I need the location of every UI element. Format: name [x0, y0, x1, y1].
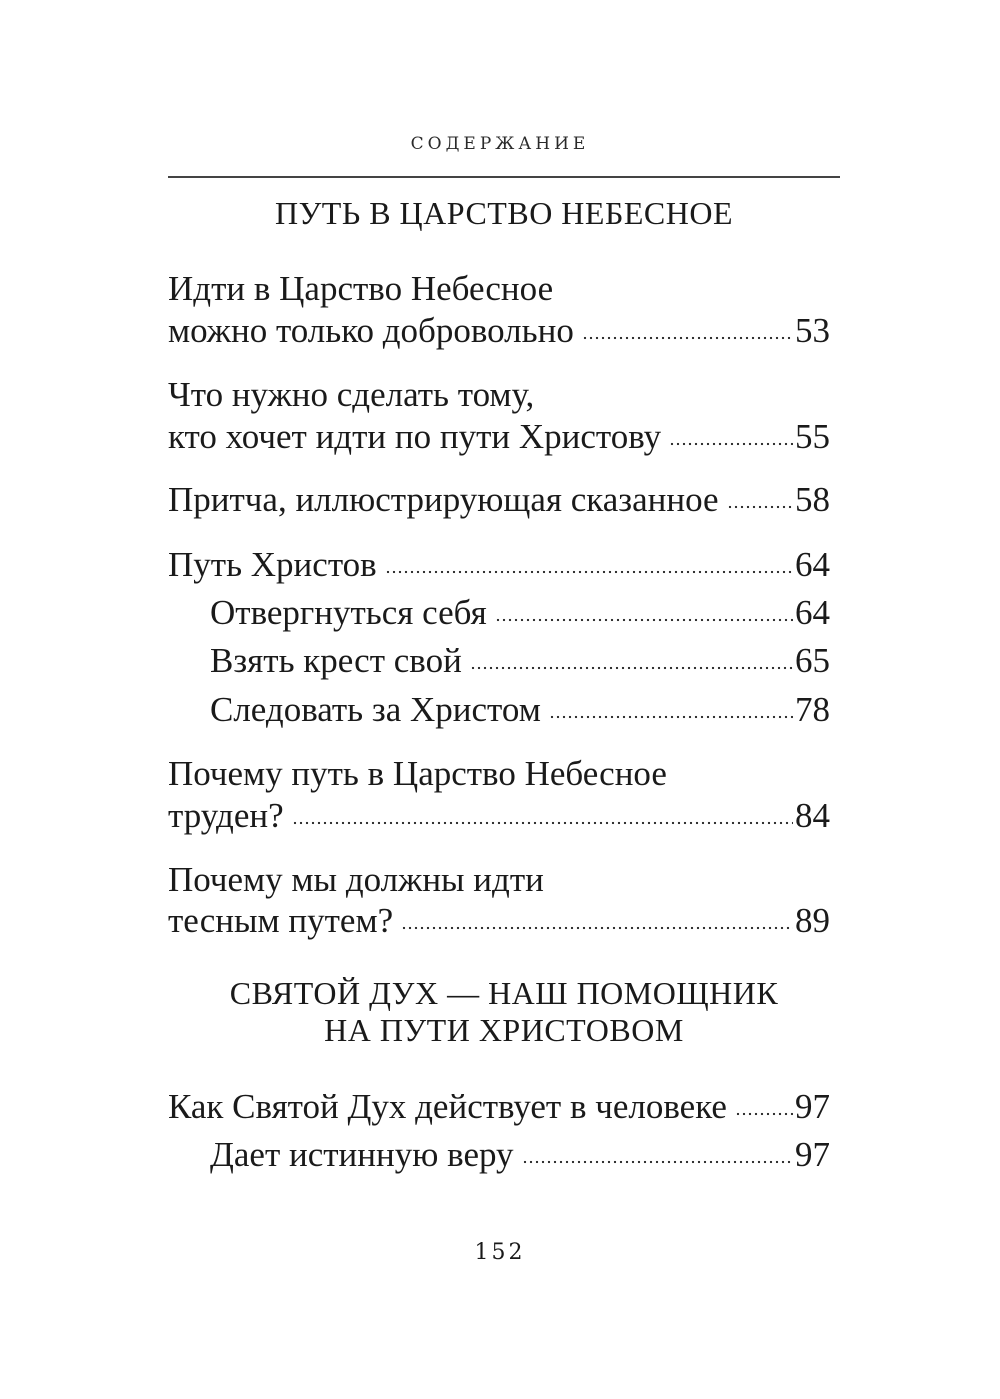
toc-entry[interactable]	[168, 795, 830, 837]
dot-leader	[385, 566, 793, 574]
toc-entry-title: Как Святой Дух действует в человеке	[168, 1087, 727, 1126]
toc-page-number: 97	[795, 1135, 830, 1174]
dot-leader	[549, 711, 793, 719]
dot-leader	[582, 332, 793, 340]
section-title: ПУТЬ В ЦАРСТВО НЕБЕСНОЕ	[275, 195, 733, 231]
toc-page-number: 78	[795, 690, 830, 729]
toc-entry[interactable]	[168, 544, 830, 586]
toc-subentry[interactable]	[210, 1134, 830, 1176]
toc-entry-line: Почему мы должны идти	[168, 860, 544, 899]
header-rule	[168, 176, 840, 178]
dot-leader	[470, 662, 793, 670]
toc-entry-title: Притча, иллюстрирующая сказанное	[168, 480, 719, 519]
toc-entry-title: Отвергнуться себя	[210, 593, 487, 632]
toc-entry[interactable]	[168, 310, 830, 352]
toc-entry-line: Почему путь в Царство Небесное	[168, 754, 667, 793]
toc-subentry[interactable]	[210, 689, 830, 731]
toc-entry-title: кто хочет идти по пути Христову	[168, 417, 662, 456]
toc-entry-title: Путь Христов	[168, 545, 377, 584]
toc-entry[interactable]	[168, 416, 830, 458]
toc-page-number: 64	[795, 593, 830, 632]
toc-page-number: 84	[795, 796, 830, 835]
toc-entry-title: можно только добровольно	[168, 311, 574, 350]
toc-entry-title: Следовать за Христом	[210, 690, 541, 729]
toc-page-number: 97	[795, 1087, 830, 1126]
toc-entry-title: Взять крест свой	[210, 641, 462, 680]
toc-subentry[interactable]	[210, 592, 830, 634]
section-title: СВЯТОЙ ДУХ — НАШ ПОМОЩНИК	[229, 975, 779, 1011]
toc-entry-line: Идти в Царство Небесное	[168, 269, 554, 308]
page-number: 152	[474, 1240, 526, 1265]
toc-entry[interactable]	[168, 479, 830, 521]
section-title: НА ПУТИ ХРИСТОВОМ	[324, 1012, 684, 1048]
toc-page-number: 55	[795, 417, 830, 456]
dot-leader	[522, 1156, 793, 1164]
toc-subentry[interactable]	[210, 640, 830, 682]
toc-page-number: 89	[795, 901, 830, 940]
toc-entry-title: Дает истинную веру	[210, 1135, 514, 1174]
dot-leader	[669, 438, 793, 446]
toc-page-number: 58	[795, 480, 830, 519]
toc-entry-title: труден?	[168, 796, 284, 835]
dot-leader	[727, 501, 793, 509]
dot-leader	[735, 1108, 793, 1116]
toc-page-number: 53	[795, 311, 830, 350]
toc-entry-line: Что нужно сделать тому,	[168, 375, 535, 414]
toc-entry-title: тесным путем?	[168, 901, 394, 940]
toc-entry[interactable]	[168, 1086, 830, 1128]
dot-leader	[495, 614, 793, 622]
toc-page-number: 65	[795, 641, 830, 680]
dot-leader	[292, 817, 793, 825]
toc-entry[interactable]	[168, 900, 830, 942]
running-head: СОДЕРЖАНИЕ	[410, 134, 590, 154]
dot-leader	[401, 922, 793, 930]
toc-page-number: 64	[795, 545, 830, 584]
